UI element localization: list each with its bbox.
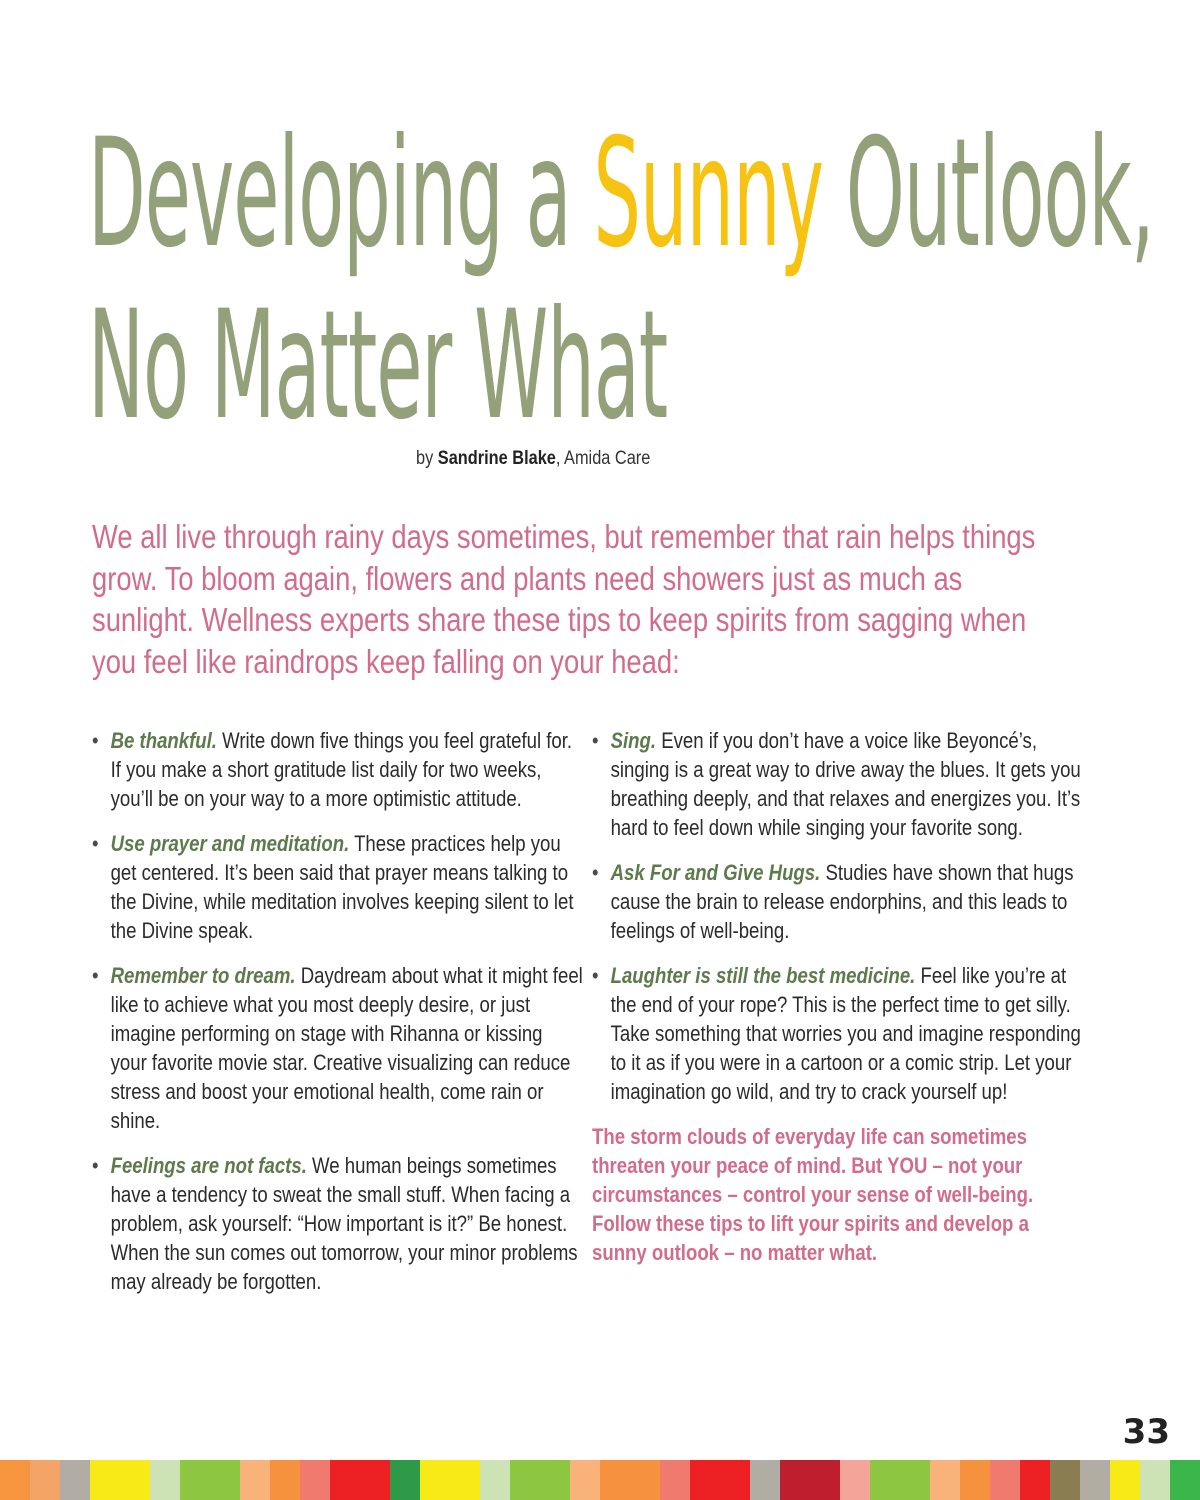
byline-org: , Amida Care: [555, 448, 651, 469]
tip-item: [592, 858, 1084, 945]
stripe-segment: [270, 1460, 300, 1500]
tip-heading: Use prayer and meditation.: [110, 831, 350, 856]
stripe-segment: [150, 1460, 180, 1500]
bullet-icon: •: [92, 728, 99, 753]
tip-item: [592, 961, 1084, 1106]
stripe-segment: [1050, 1460, 1080, 1500]
stripe-segment: [510, 1460, 540, 1500]
stripe-segment: [930, 1460, 960, 1500]
stripe-segment: [330, 1460, 360, 1500]
stripe-segment: [630, 1460, 660, 1500]
stripe-segment: [300, 1460, 330, 1500]
stripe-segment: [870, 1460, 900, 1500]
title-line2: No Matter What: [88, 279, 668, 453]
bullet-icon: •: [592, 963, 599, 988]
intro-paragraph: We all live through rainy days sometimes, but remember that rain helps things grow. To bloom again, flowers and plants need showers just as much as sunlight. Wellness experts share these tips to keep spirits from sagging when you feel like raindrops keep falling on your head:: [92, 518, 1036, 680]
stripe-segment: [840, 1460, 870, 1500]
tip-heading: Be thankful.: [110, 728, 217, 753]
stripe-segment: [780, 1460, 810, 1500]
tip-item: [92, 1151, 584, 1296]
stripe-segment: [540, 1460, 570, 1500]
tip-heading: Ask For and Give Hugs.: [610, 860, 821, 885]
stripe-segment: [900, 1460, 930, 1500]
stripe-segment: [690, 1460, 720, 1500]
tip-text: Write down five things you feel grateful for. If you make a short gratitude list daily for two weeks, you’ll be on your way to a more optimistic attitude.: [110, 728, 573, 811]
tip-text: We human beings sometimes have a tendency to sweat the small stuff. When facing a problem, ask yourself: “How important is it?” Be honest. When the sun comes out tomorrow, your minor problems may already be forgotten.: [110, 1153, 578, 1294]
tips-left-column: [92, 726, 674, 1312]
stripe-segment: [1020, 1460, 1050, 1500]
tip-item: [92, 726, 584, 813]
bullet-icon: •: [592, 860, 599, 885]
stripe-segment: [720, 1460, 750, 1500]
stripe-segment: [1080, 1460, 1110, 1500]
tip-text: Even if you don’t have a voice like Beyoncé’s, singing is a great way to drive away the blues. It gets you breathing deeply, and that relaxes and energizes you. It’s hard to feel down while singing your favorite song.: [610, 728, 1081, 840]
stripe-segment: [360, 1460, 390, 1500]
article-title: [88, 108, 1188, 452]
stripe-segment: [450, 1460, 480, 1500]
tip-text: Feel like you’re at the end of your rope? This is the perfect time to get silly. Take something that worries you and imagine responding to it as if you were in a cartoon or a comic strip. Let your imagination go wild, and try to crack yourself up!: [610, 963, 1081, 1104]
title-highlight: Sunny: [593, 107, 823, 281]
bullet-icon: •: [592, 728, 599, 753]
tip-item: [92, 829, 584, 945]
stripe-segment: [480, 1460, 510, 1500]
stripe-segment: [0, 1460, 30, 1500]
stripe-segment: [990, 1460, 1020, 1500]
stripe-segment: [180, 1460, 210, 1500]
stripe-segment: [60, 1460, 90, 1500]
stripe-segment: [390, 1460, 420, 1500]
stripe-segment: [750, 1460, 780, 1500]
stripe-segment: [1170, 1460, 1200, 1500]
bullet-icon: •: [92, 831, 99, 856]
stripe-segment: [1110, 1460, 1140, 1500]
closing-statement: The storm clouds of everyday life can sometimes threaten your peace of mind. But YOU – not your circumstances – control your sense of well-being. Follow these tips to lift your spirits and develop a sunny outlook – no matter what.: [592, 1124, 1034, 1265]
stripe-segment: [600, 1460, 630, 1500]
title-part2: Outlook,: [822, 107, 1154, 281]
stripe-segment: [570, 1460, 600, 1500]
stripe-segment: [120, 1460, 150, 1500]
bullet-icon: •: [92, 963, 99, 988]
stripe-segment: [210, 1460, 240, 1500]
tip-item: [92, 961, 584, 1135]
stripe-segment: [960, 1460, 990, 1500]
byline: [416, 448, 650, 470]
page-number: 33: [1122, 1412, 1170, 1452]
stripe-segment: [1140, 1460, 1170, 1500]
stripe-segment: [810, 1460, 840, 1500]
byline-author: Sandrine Blake: [437, 448, 556, 469]
stripe-segment: [420, 1460, 450, 1500]
title-part1: Developing a: [88, 107, 594, 281]
bullet-icon: •: [92, 1153, 99, 1178]
stripe-segment: [30, 1460, 60, 1500]
tip-heading: Remember to dream.: [110, 963, 296, 988]
tip-text: These practices help you get centered. It’s been said that prayer means talking to the Divine, while meditation involves keeping silent to let the Divine speak.: [110, 831, 574, 943]
tips-right-column: [592, 726, 1174, 1267]
stripe-segment: [240, 1460, 270, 1500]
color-stripe-footer: [0, 1460, 1200, 1500]
tip-text: Studies have shown that hugs cause the brain to release endorphins, and this leads to feelings of well-being.: [610, 860, 1074, 943]
stripe-segment: [660, 1460, 690, 1500]
tip-item: [592, 726, 1084, 842]
tip-heading: Feelings are not facts.: [110, 1153, 307, 1178]
tip-heading: Sing.: [610, 728, 657, 753]
tip-heading: Laughter is still the best medicine.: [610, 963, 916, 988]
stripe-segment: [90, 1460, 120, 1500]
byline-by: by: [416, 448, 438, 469]
tip-text: Daydream about what it might feel like to achieve what you most deeply desire, or just imagine performing on stage with Rihanna or kissing your favorite movie star. Creative visualizing can reduce stress and boost your emotional health, come rain or shine.: [110, 963, 583, 1133]
